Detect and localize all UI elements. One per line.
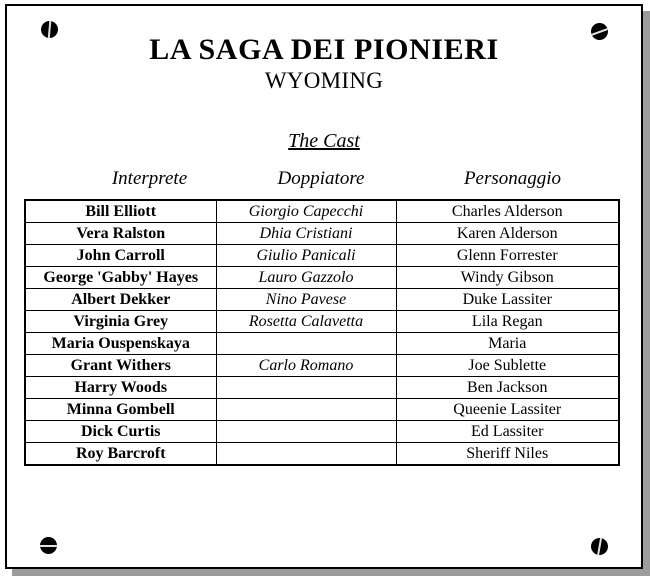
cell-interprete: Virginia Grey [25,311,216,333]
table-row [25,245,619,267]
cell-personaggio: Queenie Lassiter [396,399,619,421]
cell-personaggio: Lila Regan [396,311,619,333]
cell-interprete: Roy Barcroft [25,443,216,466]
table-row [25,267,619,289]
cell-interprete: Minna Gombell [25,399,216,421]
table-row [25,200,619,223]
cell-interprete: Maria Ouspenskaya [25,333,216,355]
cell-interprete: Vera Ralston [25,223,216,245]
screw-top-right-icon [591,23,608,40]
cell-doppiatore: Rosetta Calavetta [216,311,396,333]
cell-doppiatore [216,333,396,355]
cast-plaque [5,4,643,569]
table-row [25,311,619,333]
cell-doppiatore [216,443,396,466]
cell-interprete: John Carroll [25,245,216,267]
column-header-personaggio: Personaggio [463,168,562,189]
cell-interprete: Harry Woods [25,377,216,399]
table-header-row [24,167,618,191]
section-heading [7,128,641,154]
cell-personaggio: Glenn Forrester [396,245,619,267]
cell-personaggio: Ed Lassiter [396,421,619,443]
cell-interprete: Dick Curtis [25,421,216,443]
column-header-doppiatore: Doppiatore [277,168,365,189]
page-subtitle: WYOMING [264,68,384,93]
cell-interprete: Grant Withers [25,355,216,377]
cell-doppiatore: Dhia Cristiani [216,223,396,245]
table-row [25,421,619,443]
table-row [25,399,619,421]
section-heading-text: The Cast [288,130,360,152]
table-row [25,289,619,311]
cell-interprete: George 'Gabby' Hayes [25,267,216,289]
screw-top-left-icon [41,21,58,38]
table-row [25,443,619,466]
cell-interprete: Albert Dekker [25,289,216,311]
table-row [25,223,619,245]
table-row [25,355,619,377]
table-row [25,333,619,355]
page-title: LA SAGA DEI PIONIERI [149,33,499,66]
cell-doppiatore: Nino Pavese [216,289,396,311]
screw-bottom-right-icon [591,538,608,555]
cell-doppiatore [216,399,396,421]
cell-doppiatore: Lauro Gazzolo [216,267,396,289]
cell-personaggio: Joe Sublette [396,355,619,377]
cell-personaggio: Sheriff Niles [396,443,619,466]
cell-doppiatore: Giulio Panicali [216,245,396,267]
cell-personaggio: Windy Gibson [396,267,619,289]
cell-personaggio: Charles Alderson [396,200,619,223]
cast-table [24,199,620,466]
cell-personaggio: Ben Jackson [396,377,619,399]
cell-doppiatore [216,421,396,443]
cell-personaggio: Duke Lassiter [396,289,619,311]
cell-doppiatore: Giorgio Capecchi [216,200,396,223]
screw-bottom-left-icon [40,537,57,554]
cell-personaggio: Karen Alderson [396,223,619,245]
table-row [25,377,619,399]
cell-doppiatore [216,377,396,399]
cell-personaggio: Maria [396,333,619,355]
column-header-interprete: Interprete [111,168,188,189]
cell-interprete: Bill Elliott [25,200,216,223]
cell-doppiatore: Carlo Romano [216,355,396,377]
